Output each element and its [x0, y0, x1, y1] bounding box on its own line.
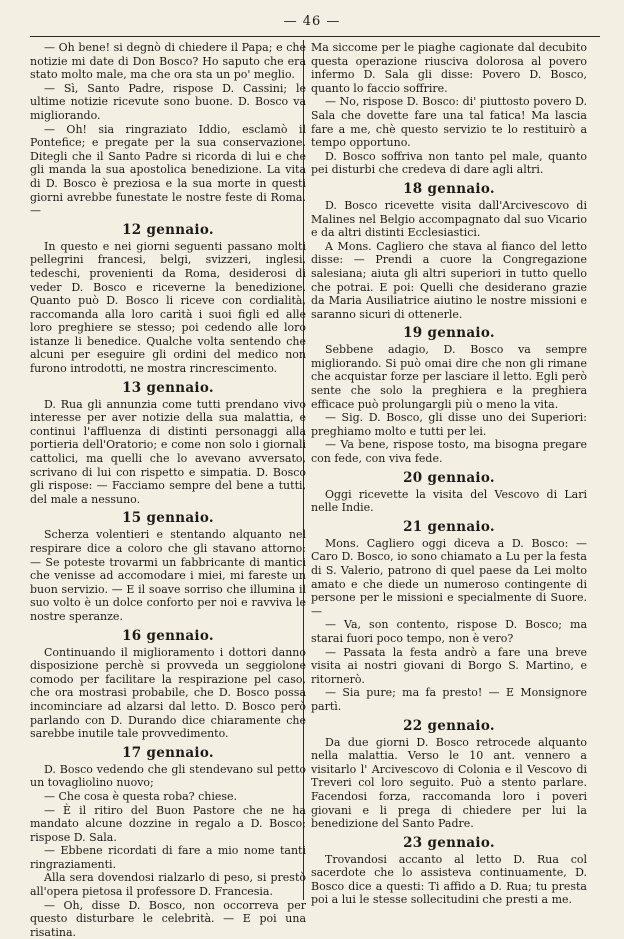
paragraph: Da due giorni D. Bosco retrocede alquanto nella malattia. Verso le 10 ant. vennero a visitarlo l' Arcivescovo di Colonia e il Vescovo di Treveri col loro seguito. Può a stento parlare. Facendosi forza, raccomanda loro i poveri giovani e li prega di chiedere per lui la benedizione del Santo Padre. — [311, 735, 587, 831]
right-column — [311, 41, 587, 907]
paragraph: Sebbene adagio, D. Bosco va sempre migliorando. Si può omai dire che non gli rimane che acquistar forze per lasciare il letto. Egli però sente che solo la preghiera e la preghiera efficace può prolungargli più o meno la vita. — [311, 343, 587, 411]
paragraph: — Oh bene! si degnò di chiedere il Papa; e che notizie mi date di Don Bosco? Ho saputo che era stato molto male, ma che ora sta un po' meglio. — [30, 41, 306, 82]
paragraph: — Sia pure; ma fa presto! — E Monsignore partì. — [311, 686, 587, 713]
paragraph: Alla sera dovendosi rialzarlo di peso, si prestò all'opera pietosa il professore D. Francesia. — [30, 871, 306, 899]
date-heading: 21 gennaio. — [403, 518, 495, 535]
date-heading: 15 gennaio. — [122, 510, 214, 527]
paragraph: D. Bosco vedendo che gli stendevano sul petto un tovagliolino nuovo; — [30, 762, 306, 790]
paragraph: Mons. Cagliero oggi diceva a D. Bosco: — Caro D. Bosco, io sono chiamato a Lu per la festa di S. Valerio, patrono di quel paese da Lei molto amato e che diede un numeroso contingente di persone per le missioni e specialmente di Suore. — — [311, 536, 587, 618]
paragraph: — No, rispose D. Bosco: di' piuttosto povero D. Sala che dovette fare una tal fatica! Ma lascia fare a me, chè questo servizio te lo restituirò a tempo opportuno. — [311, 95, 587, 150]
header-rule — [30, 36, 600, 37]
paragraph: — Oh, disse D. Bosco, non occorreva per questo disturbare le celebrità. — E poi una risatina. — [30, 898, 306, 939]
paragraph: D. Bosco ricevette visita dall'Arcivescovo di Malines nel Belgio accompagnato dal suo Vicario e da altri distinti Ecclesiastici. — [311, 198, 587, 240]
page-number: — 46 — — [283, 14, 341, 29]
paragraph: Trovandosi accanto al letto D. Rua col sacerdote che lo assisteva continuamente, D. Bosco dice a questi: Ti affido a D. Rua; tu presta poi a lui le stesse sollecitudini che presti a me. — [311, 852, 587, 907]
date-heading: 22 gennaio. — [403, 717, 495, 734]
date-heading: 16 gennaio. — [122, 627, 214, 644]
paragraph: — Sig. D. Bosco, gli disse uno dei Superiori: preghiamo molto e tutti per lei. — [311, 411, 587, 438]
paragraph: — Sì, Santo Padre, rispose D. Cassini; le ultime notizie ricevute sono buone. D. Bosco va migliorando. — [30, 81, 306, 122]
paragraph: — Passata la festa andrò a fare una breve visita ai nostri giovani di Borgo S. Martino, e ritornerò. — [311, 645, 587, 686]
date-heading: 20 gennaio. — [403, 469, 495, 486]
paragraph: — Ebbene ricordati di fare a mio nome tanti ringraziamenti. — [30, 844, 306, 871]
date-heading: 17 gennaio. — [122, 744, 214, 761]
paragraph: Continuando il miglioramento i dottori danno disposizione perchè si provveda un seggiolone comodo per facilitare la respirazione pel caso, che ora mostrasi probabile, che D. Bosco possa incominciare ad alzarsi dal letto. D. Bosco però parlando con D. Durando dice chiaramente che sarebbe inutile tale provvedimento. — [30, 645, 306, 741]
date-heading: 23 gennaio. — [403, 834, 495, 851]
paragraph: — Va, son contento, rispose D. Bosco; ma starai fuori poco tempo, non è vero? — [311, 618, 587, 645]
date-heading: 13 gennaio. — [122, 379, 214, 396]
paragraph: D. Rua gli annunzia come tutti prendano vivo interesse per aver notizie della sua malattia, e continui l'affluenza di distinti personaggi alla portieria dell'Oratorio; e come non solo i giornali cattolici, ma quelli che lo avevano avversato, scrivano di lui con rispetto e simpatia. D. Bosco gli rispose: — Facciamo sempre del bene a tutti, del male a nessuno. — [30, 397, 306, 506]
paragraph: — È il ritiro del Buon Pastore che ne ha mandato alcune dozzine in regalo a D. Bosco; rispose D. Sala. — [30, 803, 306, 844]
paragraph: Oggi ricevette la visita del Vescovo di Lari nelle Indie. — [311, 487, 587, 515]
paragraph: D. Bosco soffriva non tanto pel male, quanto pei disturbi che credeva di dare agli altri. — [311, 149, 587, 177]
date-heading: 18 gennaio. — [403, 180, 495, 197]
date-heading: 19 gennaio. — [403, 325, 495, 342]
paragraph: — Oh! sia ringraziato Iddio, esclamò il Pontefice; e pregate per la sua conservazione. Ditegli che il Santo Padre si ricorda di lui e che gli manda la sua apostolica benedizione. La vita di D. Bosco è preziosa e la sua morte in questi giorni avrebbe funestate le nostre feste di Roma. — — [30, 122, 306, 218]
paragraph: — Che cosa è questa roba? chiese. — [44, 789, 238, 803]
left-column — [30, 41, 306, 939]
paragraph: In questo e nei giorni seguenti passano molti pellegrini francesi, belgi, svizzeri, inglesi, tedeschi, provenienti da Roma, desiderosi di veder D. Bosco e riceverne la benedizione. Quanto può D. Bosco li riceve con cordialità, raccomanda alla loro carità i suoi figli ed alle loro preghiere se stesso; poi cedendo alle loro istanze li benedice. Qualche volta sentendo che alcuni per eseguire gli ordini del medico non furono introdotti, ne mostra rincrescimento. — [30, 239, 306, 376]
paragraph: Ma siccome per le piaghe cagionate dal decubito questa operazione riusciva dolorosa al povero infermo D. Sala gli disse: Povero D. Bosco, quanto lo faccio soffrire. — [311, 41, 587, 95]
paragraph: A Mons. Cagliero che stava al fianco del letto disse: — Prendi a cuore la Congregazione salesiana; aiuta gli altri superiori in tutto quello che potrai. E poi: Quelli che desiderano grazie da Maria Ausiliatrice aiutino le nostre missioni e saranno sicuri di ottenerle. — [311, 239, 587, 321]
paragraph: Scherza volentieri e stentando alquanto nel respirare dice a coloro che gli stavano attorno: — Se poteste trovarmi un fabbricante di mantici che venisse ad accomodare i miei, mi fareste un buon servizio. — E il soave sorriso che illumina il suo volto è un dolce conforto per noi e ravviva le nostre speranze. — [30, 528, 306, 623]
paragraph: — Va bene, rispose tosto, ma bisogna pregare con fede, con viva fede. — [311, 438, 587, 466]
date-heading: 12 gennaio. — [122, 221, 214, 238]
